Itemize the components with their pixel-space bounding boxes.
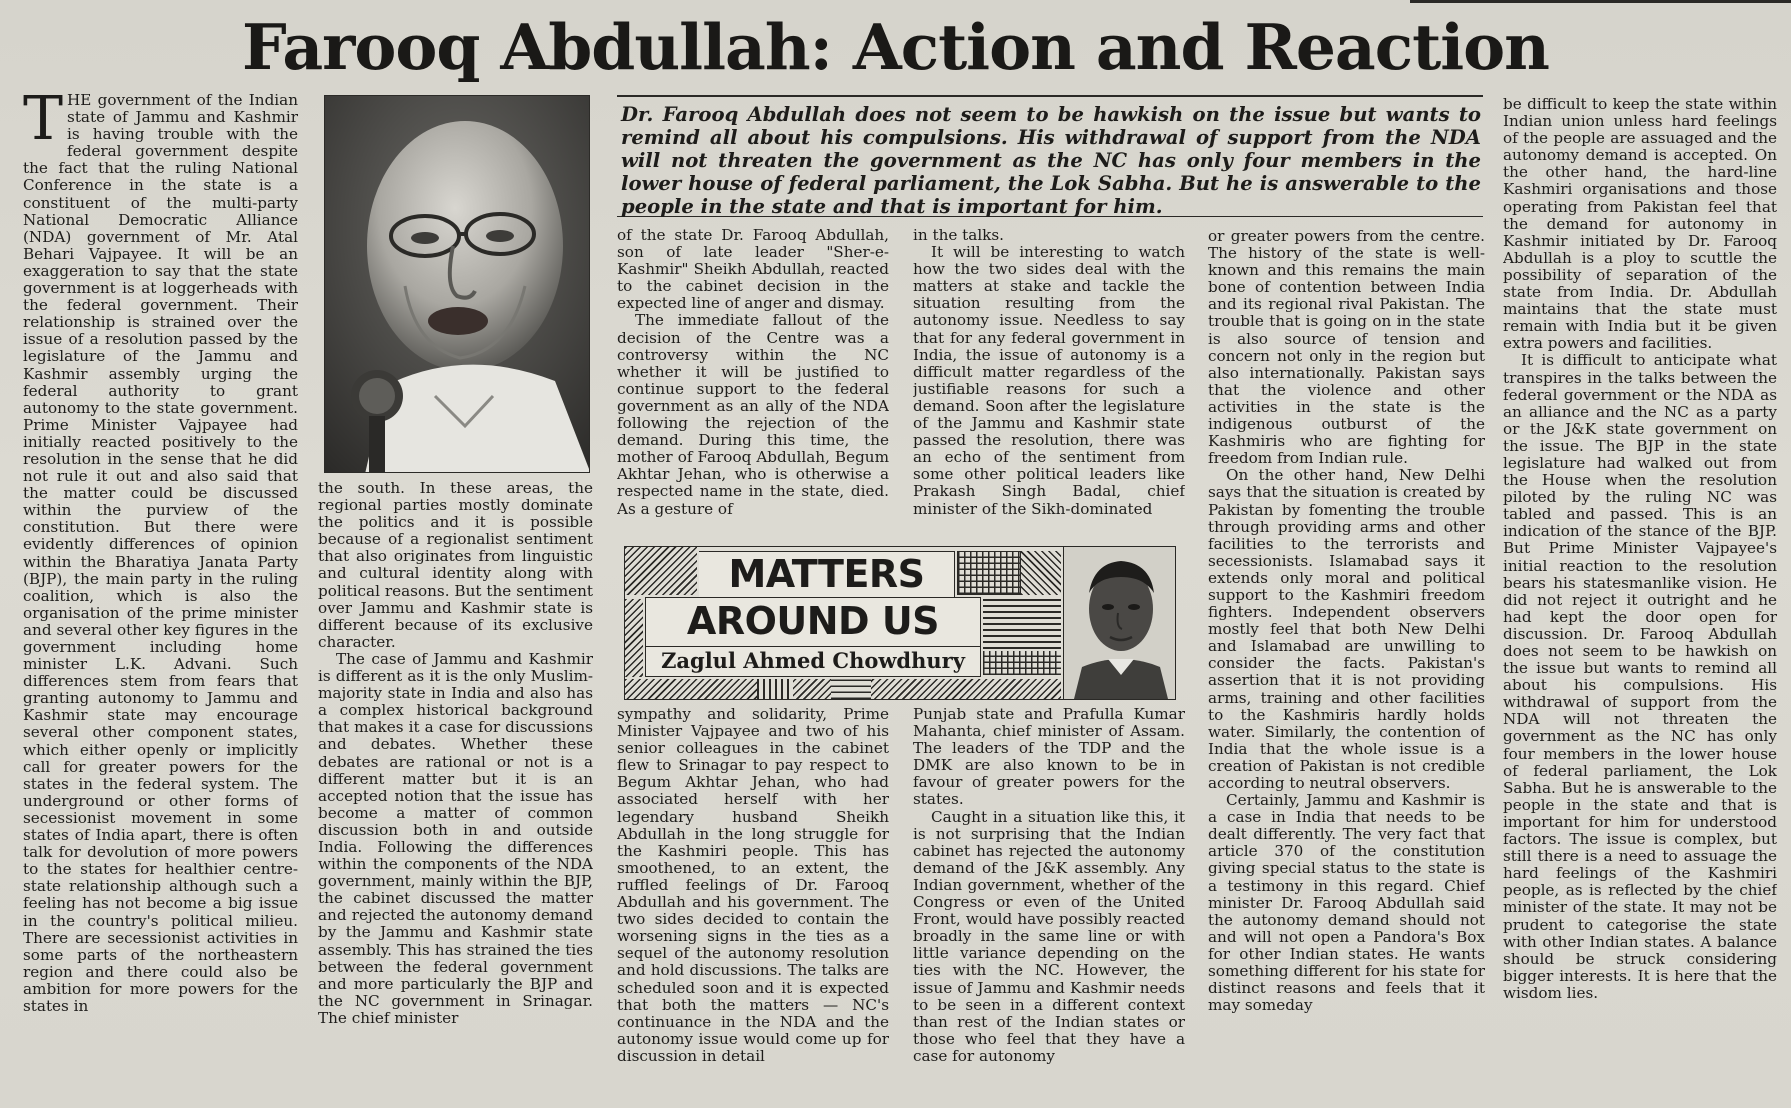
paragraph-text: HE government of the Indian state of Jammu and Kashmir is having trouble with the federal government despite the fact that the ruling National Conference in the state is a constituent of the multi-party National Democratic Alliance (NDA) government of Mr. Atal Behari Vajpayee. It will be an exaggeration to say that the state government is at loggerheads with the federal government. Their relationship is strained over the issue of a resolution passed by the legislature of the Jammu and Kashmir assembly urging the federal authority to grant autonomy to the state government. Prime Minister Vajpayee had initially reacted positively to the resolution in the sense that he did not rule it out and also said that the matter could be discussed within the purview of the constitution. But there were evidently differences of opinion within the Bharatiya Janata Party (BJP), the main party in the ruling coalition, which is also the organisation of the prime minister and several other key figures in the government including home minister L.K. Advani. Such differences stem from fears that granting autonomy to Jammu and Kashmir state may encourage several other component states, which either openly or implicitly call for greater powers for the states in the federal system. The underground or other forms of secessionist movement in some states of India apart, there is often talk for devolution of more powers to the states for healthier centre-state relationship although such a feeling has not become a big issue in the country's political milieu. There are secessionist activities in some parts of the northeastern region and there could also be ambition for more powers for the states in bbox=[23, 92, 298, 1015]
hatch-pattern bbox=[1021, 551, 1061, 595]
article-column-6 bbox=[1503, 96, 1777, 1092]
author-photo bbox=[1063, 547, 1176, 699]
farooq-abdullah-photo bbox=[324, 95, 590, 473]
article-column-3-top bbox=[617, 227, 889, 543]
paragraph: Punjab state and Prafulla Kumar Mahanta, chief minister of Assam. The leaders of the TDP and the DMK are also known to be in favour of greater powers for the states. bbox=[913, 706, 1185, 809]
hatch-pattern bbox=[625, 547, 697, 595]
article-column-3-bottom bbox=[617, 706, 889, 1092]
article-column-5 bbox=[1208, 228, 1485, 1092]
paragraph: Certainly, Jammu and Kashmir is a case in India that needs to be dealt differently. The very fact that article 370 of the constitution giving special status to the state is a testimony in this regard. Chief minister Dr. Farooq Abdullah said the autonomy demand should not and will not open a Pandora's Box for other Indian states. He wants something different for his state for distinct reasons and feels that it may someday bbox=[1208, 791, 1485, 1015]
banner-title-line2: AROUND US bbox=[645, 597, 981, 647]
paragraph bbox=[23, 92, 298, 1015]
banner-title-line1: MATTERS bbox=[699, 551, 955, 599]
author-portrait-illustration bbox=[1064, 547, 1176, 699]
paragraph: be difficult to keep the state within Indian union unless hard feelings of the people are assuaged and the autonomy demand is accepted. On the other hand, the hard-line Kashmiri organisations and those operating from Pakistan feel that the demand for autonomy in Kashmir initiated by Dr. Farooq Abdullah is a ploy to scuttle the possibility of separation of the state from India. Dr. Abdullah maintains that the state must remain with India but it be given extra powers and facilities. bbox=[1503, 96, 1777, 353]
paragraph: or greater powers from the centre. The history of the state is well-known and this remains the main bone of contention between India and its regional rival Pakistan. The trouble that is going on in the state is also source of tension and concern not only in the region but also internationally. Pakistan says that the violence and other activities in the state is the indigenous outburst of the Kashmiris who are fighting for freedom from Indian rule. bbox=[1208, 228, 1485, 468]
article-column-2 bbox=[318, 480, 593, 1092]
grid-pattern bbox=[957, 551, 1021, 595]
paragraph: Caught in a situation like this, it is not surprising that the Indian cabinet has rejected the autonomy demand of the J&K assembly. Any Indian government, whether of the Congress or even of the United Front, would have possibly reacted broadly in the same line or with little variance depending on the ties with the NC. However, the issue of Jammu and Kashmir needs to be seen in a different context than rest of the Indian states or those who feel that they have a case for autonomy bbox=[913, 807, 1185, 1065]
top-rule bbox=[1410, 0, 1791, 3]
article-column-4-top bbox=[913, 227, 1185, 543]
headline: Farooq Abdullah: Action and Reaction bbox=[242, 10, 1549, 84]
paragraph: On the other hand, New Delhi says that the situation is created by Pakistan by fomenting the trouble through providing arms and other facilities to the terrorists and secessionists. Islamabad says it extends only moral and political support to the Kashmiri freedom fighters. Independent observers mostly feel that both New Delhi and Islamabad are unwilling to consider the facts. Pakistan's assertion that it is not providing arms, training and other facilities to the Kashmiris hardly holds water. Similarly, the contention of India that the whole issue is a creation of Pakistan is not credible according to neutral observers. bbox=[1208, 466, 1485, 792]
stripe-pattern bbox=[757, 679, 793, 699]
column-banner bbox=[624, 546, 1176, 700]
portrait-illustration bbox=[325, 96, 590, 473]
grid-pattern bbox=[831, 679, 871, 699]
paragraph: in the talks. bbox=[913, 227, 1005, 244]
paragraph: of the state Dr. Farooq Abdullah, son of late leader "Sher-e-Kashmir" Sheikh Abdullah, reacted to the cabinet decision in the expected line of anger and dismay. bbox=[617, 227, 889, 313]
paragraph: It will be interesting to watch how the two sides deal with the matters at stake and tackle the situation resulting from the autonomy issue. Needless to say that for any federal government in India, the issue of autonomy is a difficult matter regardless of the justifiable reasons for such a demand. Soon after the legislature of the Jammu and Kashmir state passed the resolution, there was an echo of the sentiment from some other political leaders like Prakash Singh Badal, chief minister of the Sikh-dominated bbox=[913, 243, 1185, 518]
paragraph: It is difficult to anticipate what transpires in the talks between the federal government or the NDA as an alliance and the NC as a party or the J&K state government on the issue. The BJP in the state legislature had walked out from the House when the resolution piloted by the ruling NC was tabled and passed. This is an indication of the stance of the BJP. But Prime Minister Vajpayee's initial reaction to the resolution bears his statesmanlike vision. He did not reject it outright and he had kept the door open for discussion. Dr. Farooq Abdullah does not seem to be hawkish on the issue but wants to remind all about his compulsions. His withdrawal of support from the NDA will not threaten the government as the NC has only four members in the lower house of federal parliament, the Lok Sabha. But he is answerable to the people in the state and that is important for him for understood factors. The issue is complex, but still there is a need to assuage the hard feelings of the Kashmiri people, as is reflected by the chief minister of the state. It may not be prudent to categorise the state with other Indian states. A balance should be struck considering bigger interests. It is here that the wisdom lies. bbox=[1503, 351, 1777, 1002]
article-column-4-bottom bbox=[913, 706, 1185, 1092]
drop-cap: T bbox=[23, 92, 64, 154]
paragraph: The immediate fallout of the decision of the Centre was a controversy within the NC whether it will be justified to continue support to the federal government as an ally of the NDA following the rejection of the demand. During this time, the mother of Farooq Abdullah, Begum Akhtar Jehan, who is otherwise a respected name in the state, died. As a gesture of bbox=[617, 311, 889, 518]
pull-quote: Dr. Farooq Abdullah does not seem to be hawkish on the issue but wants to remind all about his compulsions. His withdrawal of support from the NDA will not threaten the government as the NC has only four members in the lower house of federal parliament, the Lok Sabha. But he is answerable to the people in the state and that is important for him. bbox=[617, 95, 1483, 217]
article-column-1 bbox=[23, 92, 298, 1092]
grid-pattern bbox=[983, 651, 1061, 675]
paragraph: The case of Jammu and Kashmir is different as it is the only Muslim-majority state in India and also has a complex historical background that makes it a case for discussions and debates. Whether these debates are rational or not is a different matter but it is an accepted notion that the issue has become a matter of common discussion both in and outside India. Following the differences within the components of the NDA government, mainly within the BJP, the cabinet discussed the matter and rejected the autonomy demand by the Jammu and Kashmir state assembly. This has strained the ties between the federal government and more particularly the BJP and the NC government in Srinagar. The chief minister bbox=[318, 649, 593, 1027]
paragraph: sympathy and solidarity, Prime Minister Vajpayee and two of his senior colleagues in the cabinet flew to Srinagar to pay respect to Begum Akhtar Jehan, who had associated herself with her legendary husband Sheikh Abdullah in the long struggle for the Kashmiri people. This has smoothened, to an extent, the ruffled feelings of Dr. Farooq Abdullah and his government. The two sides decided to contain the worsening signs in the ties as a sequel of the autonomy resolution and hold discussions. The talks are scheduled soon and it is expected that both the matters — NC's continuance in the NDA and the autonomy issue would come up for discussion in detail bbox=[617, 706, 889, 1065]
stripe-pattern bbox=[983, 599, 1061, 649]
banner-author: Zaglul Ahmed Chowdhury bbox=[645, 647, 981, 677]
paragraph: the south. In these areas, the regional parties mostly dominate the politics and it is possible because of a regionalist sentiment that also originates from linguistic and cultural identity along with political reasons. But the sentiment over Jammu and Kashmir state is different because of its exclusive character. bbox=[318, 480, 593, 651]
hatch-pattern bbox=[625, 599, 643, 677]
